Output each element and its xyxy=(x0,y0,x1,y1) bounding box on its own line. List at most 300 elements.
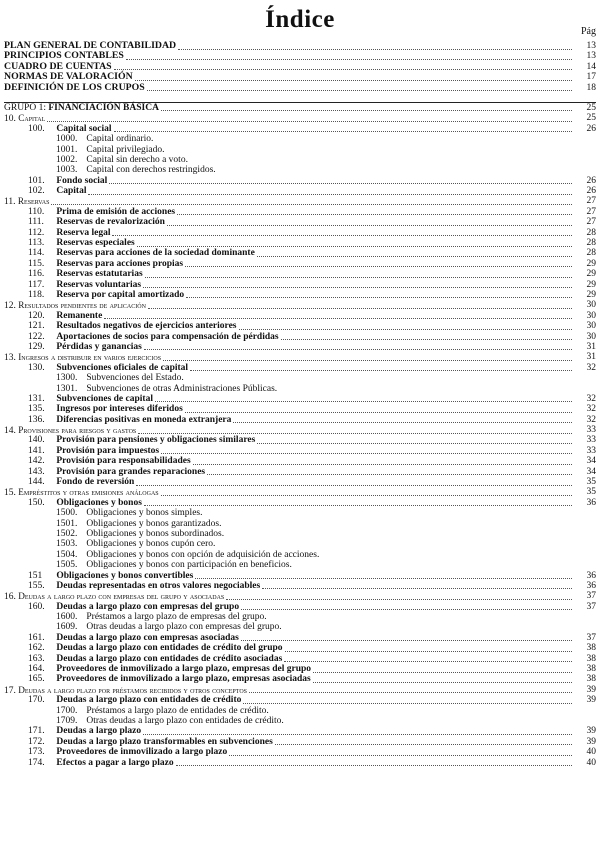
toc-entry-code: 11. xyxy=(4,197,16,208)
toc-entry-title: Deudas a largo plazo con empresas del grupo xyxy=(56,601,240,612)
toc-entry-code: 1504. xyxy=(56,549,78,560)
toc-entry[interactable] xyxy=(4,674,596,684)
dot-leader xyxy=(138,425,572,434)
toc-entry-code: 1500. xyxy=(56,508,78,519)
toc-entry[interactable] xyxy=(4,602,596,612)
toc-entry[interactable] xyxy=(4,238,596,248)
toc-entry-label xyxy=(28,176,107,186)
toc-entry[interactable] xyxy=(4,248,596,258)
toc-entry-title: Capital xyxy=(18,113,46,124)
toc-entry[interactable] xyxy=(4,311,596,321)
toc-entry[interactable] xyxy=(4,487,596,497)
toc-entry-page: 13 xyxy=(586,41,596,51)
dot-leader xyxy=(241,602,572,611)
dot-leader xyxy=(126,51,572,60)
toc-entry-title: Préstamos a largo plazo de entidades de crédito. xyxy=(86,705,269,716)
dot-leader xyxy=(144,342,572,351)
toc-entry-title: Remanente xyxy=(56,310,103,321)
toc-entry-label xyxy=(28,280,141,290)
toc-entry-page: 36 xyxy=(586,497,596,508)
dot-leader xyxy=(193,456,572,465)
toc-entry[interactable] xyxy=(4,425,596,435)
toc-entry-page: 40 xyxy=(586,747,596,758)
toc-entry-title: Ingresos a distribuir en varios ejercicios xyxy=(18,352,162,363)
toc-entry[interactable] xyxy=(4,591,596,601)
dot-leader xyxy=(114,124,572,133)
toc-entry[interactable] xyxy=(4,695,596,705)
toc-entry[interactable] xyxy=(4,404,596,414)
toc-entry[interactable] xyxy=(4,435,596,445)
toc-entry-code: 116. xyxy=(28,269,45,280)
toc-entry[interactable] xyxy=(4,363,596,373)
toc-entry-code: 129. xyxy=(28,341,45,352)
toc-entry-page: 37 xyxy=(586,632,596,643)
toc-entry-label xyxy=(56,706,269,716)
toc-entry-page: 35 xyxy=(586,477,596,488)
toc-entry-label xyxy=(56,560,292,570)
toc-entry-title: Obligaciones y bonos con participación en beneficios. xyxy=(86,560,292,571)
toc-entry-page: 18 xyxy=(586,82,596,93)
toc-entry-code: 170. xyxy=(28,695,45,706)
toc-entry-code: 120. xyxy=(28,310,45,321)
toc-entry-title: FINANCIACIÓN BÁSICA xyxy=(48,102,159,113)
toc-entry[interactable] xyxy=(4,176,596,186)
toc-entry-title: Deudas a largo plazo con entidades de crédito del grupo xyxy=(56,643,283,654)
toc-entry-page: 34 xyxy=(586,456,596,467)
toc-entry-code: 131. xyxy=(28,393,45,404)
toc-entry[interactable] xyxy=(4,290,596,300)
toc-entry[interactable] xyxy=(4,571,596,581)
toc-entry-code: 1002. xyxy=(56,154,78,165)
toc-entry-page: 30 xyxy=(586,310,596,321)
toc-entry-page: 26 xyxy=(586,175,596,186)
toc-entry[interactable] xyxy=(4,726,596,736)
toc-entry[interactable] xyxy=(4,394,596,404)
dot-leader xyxy=(190,363,572,372)
toc-entry-title: Deudas a largo plazo transformables en subvenciones xyxy=(56,736,273,747)
toc-entry-label xyxy=(28,311,102,321)
dot-leader xyxy=(178,41,572,50)
toc-entry-page: 29 xyxy=(586,289,596,300)
toc-entry-title: Obligaciones y bonos xyxy=(56,497,142,508)
dot-leader xyxy=(257,435,572,444)
toc-entry-title: Deudas a largo plazo con entidades de crédito xyxy=(56,695,242,706)
toc-entry-label xyxy=(28,269,143,279)
toc-entry-title: Reservas especiales xyxy=(56,238,135,249)
toc-entry-title: NORMAS DE VALORACIÓN xyxy=(4,71,133,83)
toc-entry-page: 38 xyxy=(586,643,596,654)
toc-entry-label xyxy=(28,332,279,342)
toc-entry[interactable] xyxy=(4,654,596,664)
dot-leader xyxy=(249,685,572,694)
toc-entry-title: Deudas a largo plazo por préstamos recibidos y otros conceptos xyxy=(18,684,247,695)
dot-leader xyxy=(112,228,572,237)
toc-entry-label xyxy=(28,726,141,736)
toc-entry-title: Subvenciones de capital xyxy=(56,393,153,404)
toc-entry[interactable] xyxy=(4,196,596,206)
toc-entry-title: Reserva legal xyxy=(56,227,111,238)
toc-entry[interactable] xyxy=(4,300,596,310)
toc-entry-page: 39 xyxy=(586,736,596,747)
toc-entry-page: 30 xyxy=(586,321,596,332)
toc-entry-code: 118. xyxy=(28,289,45,300)
toc-entry-label xyxy=(4,103,159,113)
toc-entry-page: 13 xyxy=(586,51,596,62)
toc-entry-title: Deudas a largo plazo con empresas asociadas xyxy=(56,632,239,643)
dot-leader xyxy=(177,207,572,216)
toc-entry[interactable] xyxy=(4,134,596,144)
dot-leader xyxy=(144,498,572,507)
toc-entry-label xyxy=(28,238,135,248)
toc-entry-title: Deudas a largo plazo xyxy=(56,726,142,737)
toc-entry-label xyxy=(56,165,216,175)
toc-entry[interactable] xyxy=(4,706,596,716)
toc-entry-page: 29 xyxy=(586,279,596,290)
toc-entry[interactable] xyxy=(4,529,596,539)
toc-entry-code: 140. xyxy=(28,435,45,446)
toc-entry[interactable] xyxy=(4,373,596,383)
toc-entry[interactable] xyxy=(4,498,596,508)
toc-entry[interactable] xyxy=(4,446,596,456)
dot-leader xyxy=(155,394,572,403)
toc-entry-title: Fondo social xyxy=(56,175,108,186)
toc-entry-code: 163. xyxy=(28,653,45,664)
page-title: Índice xyxy=(265,6,335,33)
toc-entry-label xyxy=(28,259,183,269)
toc-entry-page: 30 xyxy=(586,331,596,342)
toc-entry-title: Subvenciones del Estado. xyxy=(86,373,184,384)
toc-entry-code: 164. xyxy=(28,664,45,675)
dot-leader xyxy=(284,654,572,663)
dot-leader xyxy=(186,290,572,299)
toc-entry-code: 1300. xyxy=(56,373,78,384)
toc-entry-label xyxy=(28,498,142,508)
toc-entry-code: 151 xyxy=(28,570,43,581)
toc-entry-title: Proveedores de inmovilizado a largo plazo xyxy=(56,747,228,758)
toc-entry-title: Deudas a largo plazo con entidades de crédito asociadas xyxy=(56,653,283,664)
dot-leader xyxy=(104,311,572,320)
dot-leader xyxy=(51,196,572,205)
toc-entry-page: 32 xyxy=(586,404,596,415)
dot-leader xyxy=(207,467,572,476)
toc-entry-label xyxy=(56,529,224,539)
toc-entry-page: 14 xyxy=(586,61,596,72)
toc-entry-code: 10. xyxy=(4,114,16,125)
dot-leader xyxy=(47,113,572,122)
toc-entry-title: Deudas representadas en otros valores negociables xyxy=(56,580,261,591)
dot-leader xyxy=(161,487,572,496)
toc-entry-page: 32 xyxy=(586,414,596,425)
toc-entry-page: 38 xyxy=(586,653,596,664)
toc-entry[interactable] xyxy=(4,539,596,549)
toc-entry[interactable] xyxy=(4,716,596,726)
dot-leader xyxy=(195,571,572,580)
toc-entry[interactable] xyxy=(4,186,596,196)
dot-leader xyxy=(137,238,572,247)
toc-entry[interactable] xyxy=(4,477,596,487)
dot-leader xyxy=(243,695,572,704)
dot-leader xyxy=(161,446,572,455)
toc-entry[interactable] xyxy=(4,664,596,674)
toc-entry-title: Reservas para acciones propias xyxy=(56,258,184,269)
toc-entry[interactable] xyxy=(4,113,596,123)
toc-entry[interactable] xyxy=(4,217,596,227)
toc-entry-title: Reservas estatutarias xyxy=(56,269,143,280)
toc-entry-code: 100. xyxy=(28,123,45,134)
toc-entry-code: GRUPO 1: xyxy=(4,102,46,113)
toc-entry[interactable] xyxy=(4,737,596,747)
toc-entry-title: DEFINICIÓN DE LOS CRUPOS xyxy=(4,81,145,93)
toc-entry-code: 1001. xyxy=(56,144,78,155)
toc-entry-label xyxy=(56,622,282,632)
toc-entry-label xyxy=(28,446,159,456)
toc-entry-title: Reservas para acciones de la sociedad dominante xyxy=(56,248,255,259)
toc-entry[interactable] xyxy=(4,342,596,352)
toc-entry[interactable] xyxy=(4,519,596,529)
toc-entry-code: 160. xyxy=(28,601,45,612)
toc-entry[interactable] xyxy=(4,581,596,591)
toc-entry-code: 15. xyxy=(4,488,16,499)
toc-entry-title: Préstamos a largo plazo de empresas del grupo. xyxy=(86,612,267,623)
toc-entry-page: 38 xyxy=(586,674,596,685)
toc-entry-code: 144. xyxy=(28,477,45,488)
toc-entry[interactable] xyxy=(4,415,596,425)
toc-entry-page: 17 xyxy=(586,72,596,83)
toc-entry[interactable] xyxy=(4,352,596,362)
toc-entry-code: 174. xyxy=(28,757,45,768)
toc-entry-label xyxy=(56,612,267,622)
toc-entry-page: 27 xyxy=(586,196,596,207)
dot-leader xyxy=(163,352,572,361)
toc-entry-code: 110. xyxy=(28,206,45,217)
toc-entry-title: Proveedores de inmovilizado a largo plazo, empresas asociadas xyxy=(56,674,311,685)
toc-entry-page: 28 xyxy=(586,248,596,259)
toc-entry-title: Reservas voluntarias xyxy=(56,279,142,290)
toc-entry-title: Proveedores de inmovilizado a largo plazo, empresas del grupo xyxy=(56,664,312,675)
dot-leader xyxy=(313,664,572,673)
toc-entry-page: 38 xyxy=(586,664,596,675)
toc-entry-label xyxy=(56,550,319,560)
toc-entry-page: 27 xyxy=(586,217,596,228)
toc-entry-page: 39 xyxy=(586,726,596,737)
toc-entry-label xyxy=(28,124,112,134)
toc-entry-title: Provisión para grandes reparaciones xyxy=(56,466,206,477)
toc-entry-title: Obligaciones y bonos simples. xyxy=(86,508,203,519)
toc-entry-label xyxy=(28,654,282,664)
dot-leader xyxy=(229,747,572,756)
toc-entry-code: 1000. xyxy=(56,134,78,145)
toc-entry-label xyxy=(28,581,260,591)
toc-entry-page: 26 xyxy=(586,186,596,197)
toc-entry-title: Otras deudas a largo plazo con empresas del grupo. xyxy=(86,622,282,633)
toc-entry[interactable] xyxy=(4,332,596,342)
dot-leader xyxy=(226,591,572,600)
dot-leader xyxy=(262,581,572,590)
toc-entry[interactable] xyxy=(4,633,596,643)
toc-entry-label xyxy=(56,539,215,549)
toc-entry-code: 162. xyxy=(28,643,45,654)
toc-entry-page: 36 xyxy=(586,570,596,581)
toc-entry-title: Provisión para responsabilidades xyxy=(56,456,191,467)
toc-entry[interactable] xyxy=(4,165,596,175)
toc-entry-title: Provisión para pensiones y obligaciones similares xyxy=(56,435,256,446)
dot-leader xyxy=(148,300,572,309)
toc-entry-title: PLAN GENERAL DE CONTABILIDAD xyxy=(4,40,177,51)
toc-entry[interactable] xyxy=(4,612,596,622)
dot-leader xyxy=(147,83,572,92)
dot-leader xyxy=(257,248,572,257)
dot-leader xyxy=(233,415,572,424)
toc-entry-page: 25 xyxy=(586,102,596,113)
toc-entry[interactable] xyxy=(4,467,596,477)
toc-entry-label xyxy=(56,145,164,155)
toc-entry-title: Otras deudas a largo plazo con entidades de crédito. xyxy=(86,716,284,726)
toc-entry-title: Ingresos por intereses diferidos xyxy=(56,404,183,415)
toc-entry[interactable] xyxy=(4,758,596,768)
toc-entry-page: 39 xyxy=(586,684,596,695)
toc-entry-title: Reservas xyxy=(17,196,50,207)
toc-entry[interactable] xyxy=(4,228,596,238)
toc-entry-code: 1003. xyxy=(56,165,78,176)
toc-entry-title: Subvenciones oficiales de capital xyxy=(56,362,189,373)
toc-entry-title: Obligaciones y bonos con opción de adquisición de acciones. xyxy=(86,549,320,560)
toc-entry-code: 1709. xyxy=(56,716,78,726)
toc-entry-title: Prima de emisión de acciones xyxy=(56,206,176,217)
toc-entry-code: 102. xyxy=(28,186,45,197)
toc-entry-label xyxy=(56,508,202,518)
toc-entry-label xyxy=(28,695,241,705)
toc-entry-code: 141. xyxy=(28,445,45,456)
toc-entry[interactable] xyxy=(4,124,596,134)
toc-entry-page: 40 xyxy=(586,757,596,768)
toc-entry-code: 121. xyxy=(28,321,45,332)
dot-leader xyxy=(161,103,572,112)
toc-entry-code: 117. xyxy=(28,279,45,290)
toc-entry[interactable] xyxy=(4,269,596,279)
toc-entry[interactable] xyxy=(4,321,596,331)
toc-entry-label xyxy=(28,394,153,404)
toc-entry[interactable] xyxy=(4,280,596,290)
toc-entry-code: 115. xyxy=(28,258,45,269)
toc-entry[interactable] xyxy=(4,550,596,560)
toc-entry[interactable] xyxy=(4,747,596,757)
toc-entry-code: 1501. xyxy=(56,518,78,529)
toc-entry-title: Deudas a largo plazo con empresas del grupo y asociadas xyxy=(18,591,225,602)
toc-entry-code: 1502. xyxy=(56,528,78,539)
toc-entry-code: 171. xyxy=(28,726,45,737)
dot-leader xyxy=(143,726,572,735)
toc-entry-code: 135. xyxy=(28,404,45,415)
toc-entry-label xyxy=(28,747,227,757)
toc-entry[interactable] xyxy=(4,508,596,518)
toc-entry-title: Capital sin derecho a voto. xyxy=(86,154,188,165)
toc-entry-code: 111. xyxy=(28,217,44,228)
toc-entry[interactable] xyxy=(4,155,596,165)
toc-entry-code: 13. xyxy=(4,353,16,364)
dot-leader xyxy=(313,674,572,683)
toc-entry-title: Obligaciones y bonos cupón cero. xyxy=(86,539,216,550)
toc-entry[interactable] xyxy=(4,83,596,93)
toc-entry-page: 33 xyxy=(586,425,596,436)
toc-entry-title: Provisión para impuestos xyxy=(56,445,160,456)
toc-entry[interactable] xyxy=(4,643,596,653)
toc-entry-title: Capital privilegiado. xyxy=(86,144,165,155)
toc-entry-code: 155. xyxy=(28,580,45,591)
toc-entry-label xyxy=(28,228,110,238)
toc-entry-title: Diferencias positivas en moneda extranjera xyxy=(56,414,232,425)
toc-entry-label xyxy=(28,674,311,684)
toc-entry-label xyxy=(28,404,183,414)
toc-entry-code: 142. xyxy=(28,456,45,467)
toc-entry-title: Capital social xyxy=(56,123,112,134)
toc-entry-title: Provisiones para riesgos y gastos xyxy=(18,425,137,436)
toc-entry-page: 28 xyxy=(586,227,596,238)
toc-entry[interactable] xyxy=(4,384,596,394)
toc-entry-label xyxy=(28,664,311,674)
toc-entry-label xyxy=(56,373,184,383)
toc-entry-label xyxy=(28,456,191,466)
dot-leader xyxy=(109,176,572,185)
table-of-contents xyxy=(4,41,596,768)
toc-entry-title: Subvenciones de otras Administraciones Públicas. xyxy=(86,383,278,394)
toc-entry-title: Pérdidas y ganancias xyxy=(56,341,142,352)
toc-entry-label xyxy=(28,207,175,217)
toc-entry[interactable] xyxy=(4,102,596,113)
toc-entry-label xyxy=(28,633,239,643)
toc-entry-title: Reservas de revalorización xyxy=(56,217,165,228)
dot-leader xyxy=(88,186,572,195)
dot-leader xyxy=(275,737,572,746)
dot-leader xyxy=(145,269,572,278)
toc-entry[interactable] xyxy=(4,456,596,466)
toc-entry-code: 17. xyxy=(4,685,16,696)
dot-leader xyxy=(185,259,572,268)
toc-entry[interactable] xyxy=(4,259,596,269)
toc-entry[interactable] xyxy=(4,685,596,695)
toc-entry-code: 1609. xyxy=(56,622,78,633)
toc-entry[interactable] xyxy=(4,207,596,217)
toc-entry-label xyxy=(28,602,239,612)
toc-entry[interactable] xyxy=(4,560,596,570)
toc-entry[interactable] xyxy=(4,622,596,632)
toc-entry-title: Capital xyxy=(56,186,87,197)
toc-entry-label xyxy=(56,155,188,165)
toc-entry-label xyxy=(28,571,193,581)
toc-entry-page: 29 xyxy=(586,258,596,269)
toc-entry-title: Obligaciones y bonos garantizados. xyxy=(86,518,222,529)
toc-entry-code: 136. xyxy=(28,414,45,425)
toc-entry-page: 31 xyxy=(586,352,596,363)
dot-leader xyxy=(241,633,572,642)
toc-entry-page: 29 xyxy=(586,269,596,280)
toc-entry-title: Resultados negativos de ejercicios anteriores xyxy=(56,321,237,332)
toc-entry-page: 32 xyxy=(586,393,596,404)
toc-entry-page: 35 xyxy=(586,487,596,498)
toc-entry-title: Capital ordinario. xyxy=(86,134,154,145)
toc-entry-page: 36 xyxy=(586,580,596,591)
toc-entry-code: 130. xyxy=(28,362,45,373)
toc-entry[interactable] xyxy=(4,145,596,155)
dot-leader xyxy=(185,404,572,413)
toc-entry-page: 31 xyxy=(586,341,596,352)
toc-entry-code: 1301. xyxy=(56,383,78,394)
toc-entry-code: 1700. xyxy=(56,705,78,716)
toc-entry-title: PRINCIPIOS CONTABLES xyxy=(4,50,124,62)
toc-entry-title: Resultados pendientes de aplicación xyxy=(18,300,146,311)
toc-entry-label xyxy=(28,342,142,352)
dot-leader xyxy=(167,217,572,226)
toc-entry-title: Empréstitos y otras emisiones análogas xyxy=(18,487,159,498)
